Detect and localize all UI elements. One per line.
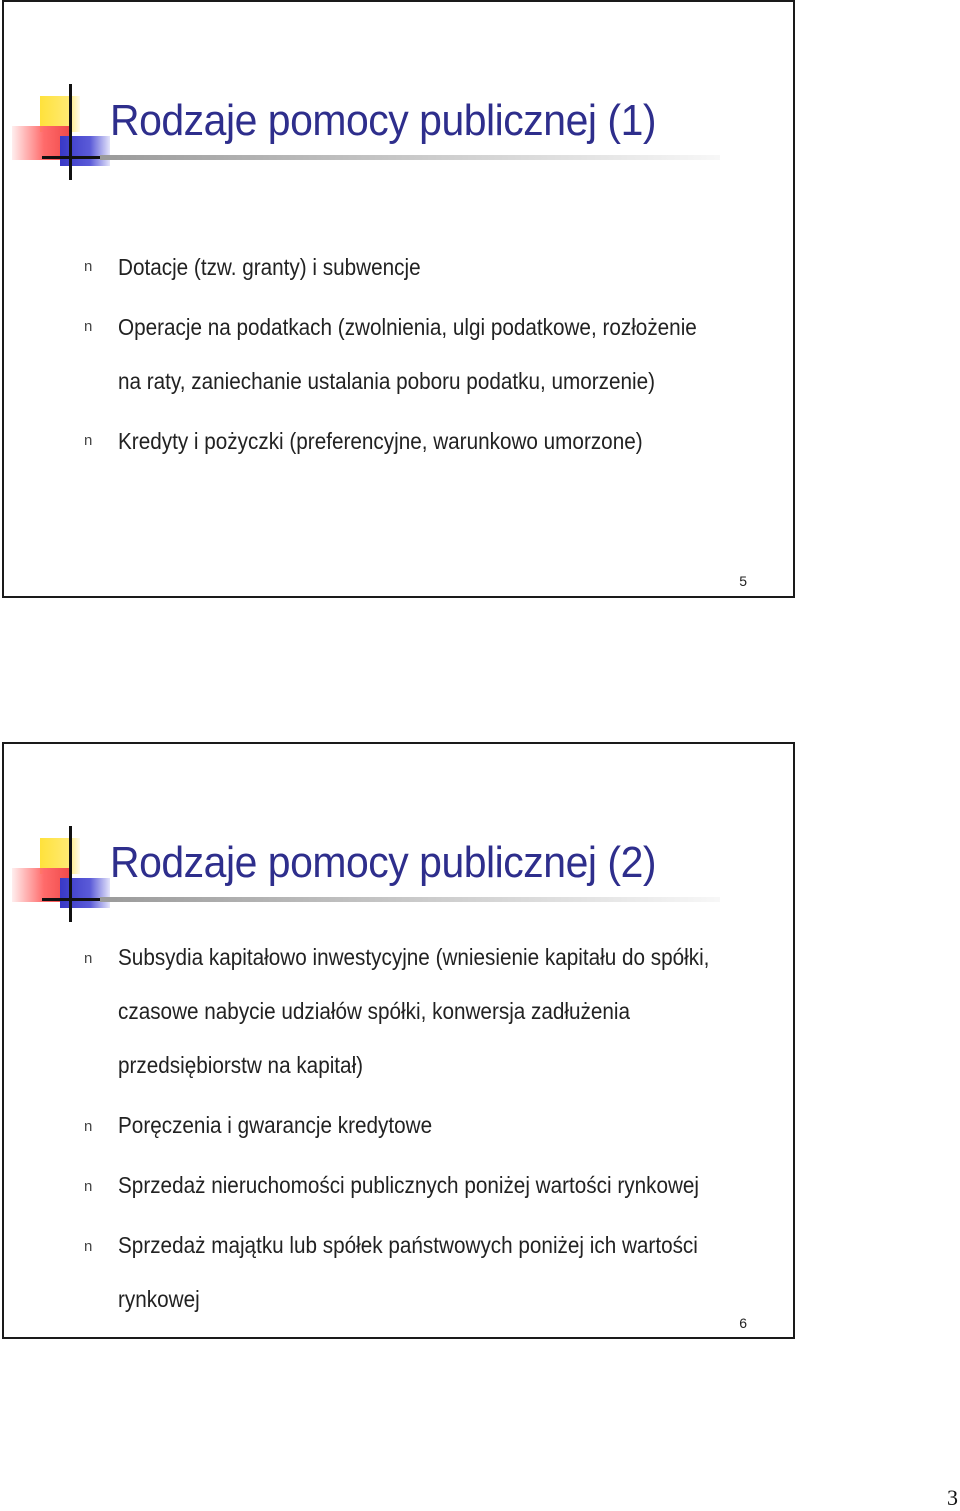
slide-1: [2, 0, 795, 598]
bullet-text: Dotacje (tzw. granty) i subwencje: [118, 254, 421, 280]
bullet-marker: n: [84, 950, 93, 967]
bullet-text: Operacje na podatkach (zwolnienia, ulgi podatkowe, rozłożenie na raty, zaniechanie ustalania poboru podatku, umorzenie): [118, 314, 697, 394]
slide-number: 6: [739, 1315, 747, 1331]
bullet-marker: n: [84, 318, 93, 335]
list-item: [84, 300, 753, 408]
bullet-text: Sprzedaż majątku lub spółek państwowych poniżej ich wartości rynkowej: [118, 1232, 698, 1312]
slide-corner-logo-icon: [12, 826, 112, 926]
slide-title: Rodzaje pomocy publicznej (1): [110, 96, 657, 145]
slide-corner-logo-icon: [12, 84, 112, 184]
bullet-text: Subsydia kapitałowo inwestycyjne (wniesienie kapitału do spółki, czasowe nabycie udziałów spółki, konwersja zadłużenia przedsiębiorstw na kapitał): [118, 944, 710, 1078]
logo-vertical-line: [69, 826, 72, 922]
logo-blue-square: [60, 136, 110, 166]
bullet-marker: n: [84, 432, 93, 449]
slide-2: [2, 742, 795, 1339]
list-item: [84, 930, 753, 1092]
bullet-marker: n: [84, 1238, 93, 1255]
bullet-text: Kredyty i pożyczki (preferencyjne, warunkowo umorzone): [118, 428, 643, 454]
slide-number: 5: [739, 573, 747, 589]
list-item: [84, 414, 753, 468]
slide-title: Rodzaje pomocy publicznej (2): [110, 838, 657, 887]
title-underline: [100, 155, 720, 160]
bullet-text: Sprzedaż nieruchomości publicznych poniżej wartości rynkowej: [118, 1172, 700, 1198]
bullet-list: [84, 240, 753, 474]
logo-horizontal-line: [42, 156, 102, 159]
bullet-marker: n: [84, 258, 93, 275]
bullet-marker: n: [84, 1118, 93, 1135]
bullet-marker: n: [84, 1178, 93, 1195]
title-underline: [100, 897, 720, 902]
list-item: [84, 1098, 753, 1152]
page-number: 3: [947, 1485, 958, 1510]
list-item: [84, 1218, 753, 1326]
logo-horizontal-line: [42, 898, 102, 901]
list-item: [84, 1158, 753, 1212]
bullet-text: Poręczenia i gwarancje kredytowe: [118, 1112, 433, 1138]
logo-vertical-line: [69, 84, 72, 180]
bullet-list: [84, 930, 753, 1332]
list-item: [84, 240, 753, 294]
logo-blue-square: [60, 878, 110, 908]
